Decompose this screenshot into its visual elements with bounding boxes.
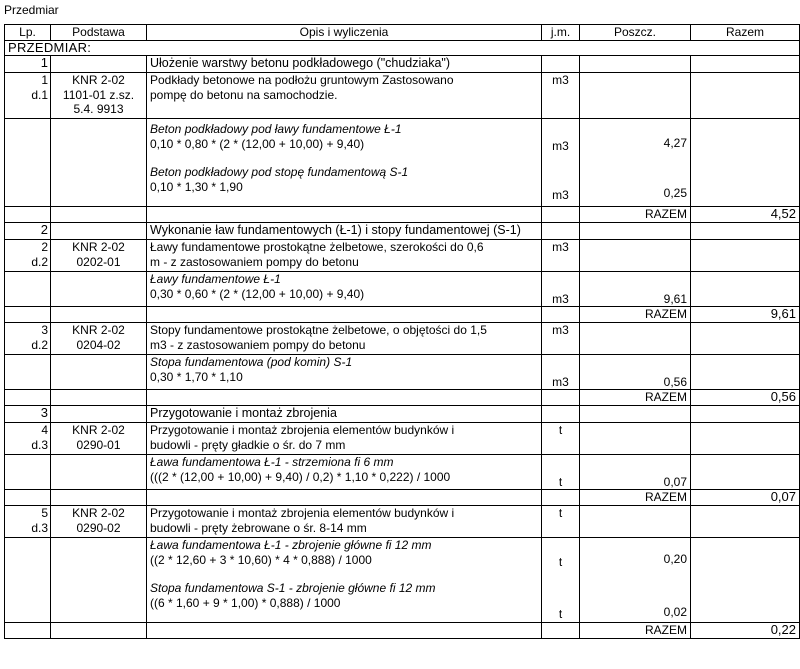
- section-row: [5, 56, 800, 73]
- razem-value: 4,52: [691, 207, 800, 223]
- calc-formula: ((6 * 1,60 + 9 * 1,00) * 0,888) / 1000: [150, 595, 341, 610]
- position-dzial: d.2: [31, 337, 48, 352]
- opis-line: m3 - z zastosowaniem pompy do betonu: [150, 337, 366, 352]
- razem-label: RAZEM: [580, 623, 691, 639]
- razem-row: [5, 623, 800, 639]
- calc-jm: m3: [552, 139, 569, 153]
- section-number: 2: [5, 223, 51, 240]
- calc-value: 0,25: [663, 185, 687, 200]
- position-lp: 1: [41, 73, 48, 87]
- opis-line: Przygotowanie i montaż zbrojenia elementów budynków i: [150, 423, 455, 437]
- podstawa-line: 0290-02: [76, 520, 121, 535]
- opis-line: m - z zastosowaniem pompy do betonu: [150, 254, 359, 269]
- calc-row: [5, 119, 800, 207]
- calc-jm: t: [542, 455, 580, 490]
- podstawa-line: 0290-01: [76, 437, 121, 452]
- header-podstawa: Podstawa: [51, 25, 147, 41]
- opis-line: Podkłady betonowe na podłożu gruntowym Zastosowano: [150, 73, 454, 87]
- calc-formula: 0,10 * 1,30 * 1,90: [150, 179, 243, 194]
- calc-row: [5, 538, 800, 623]
- calc-jm: m3: [552, 187, 569, 202]
- position-dzial: d.1: [31, 87, 48, 102]
- position-jm: m3: [542, 323, 580, 355]
- przedmiar-table: [4, 24, 800, 639]
- position-jm: m3: [542, 73, 580, 119]
- calc-jm: m3: [542, 355, 580, 390]
- razem-row: [5, 490, 800, 506]
- podstawa-line: 0202-01: [76, 254, 121, 269]
- calc-jm: t: [558, 606, 563, 621]
- header-poszcz: Poszcz.: [580, 25, 691, 41]
- razem-label: RAZEM: [580, 307, 691, 323]
- razem-label: RAZEM: [580, 490, 691, 506]
- calc-row: [5, 272, 800, 307]
- calc-label: Beton podkładowy pod stopę fundamentową S-1: [150, 165, 409, 179]
- section-row: [5, 406, 800, 423]
- calc-value: 0,56: [580, 355, 691, 390]
- header-jm: j.m.: [542, 25, 580, 41]
- podstawa-line: KNR 2-02: [72, 323, 125, 337]
- position-dzial: d.3: [31, 520, 48, 535]
- position-row: [5, 73, 800, 119]
- calc-formula: (((2 * (12,00 + 10,00) + 9,40) / 0,2) * 1,10 * 0,222) / 1000: [150, 469, 451, 484]
- razem-row: [5, 390, 800, 406]
- position-dzial: d.2: [31, 254, 48, 269]
- calc-value: 9,61: [580, 272, 691, 307]
- przedmiar-label: PRZEDMIAR:: [8, 40, 92, 55]
- razem-row: [5, 307, 800, 323]
- position-lp: 4: [41, 423, 48, 437]
- section-title: Wykonanie ław fundamentowych (Ł-1) i stopy fundamentowej (S-1): [147, 223, 542, 240]
- position-row: [5, 240, 800, 272]
- calc-formula: 0,10 * 0,80 * (2 * (12,00 + 10,00) + 9,40): [150, 136, 365, 151]
- section-title: Ułożenie warstwy betonu podkładowego ("chudziaka"): [147, 56, 542, 73]
- section-number: 1: [5, 56, 51, 73]
- position-row: [5, 423, 800, 455]
- podstawa-line: KNR 2-02: [72, 240, 125, 254]
- calc-formula: 0,30 * 1,70 * 1,10: [150, 369, 243, 384]
- podstawa-line: 0204-02: [76, 337, 121, 352]
- razem-row: [5, 207, 800, 223]
- podstawa-line: KNR 2-02: [72, 506, 125, 520]
- calc-row: [5, 355, 800, 390]
- calc-formula: 0,30 * 0,60 * (2 * (12,00 + 10,00) + 9,40): [150, 286, 365, 301]
- podstawa-line: KNR 2-02: [72, 423, 125, 437]
- calc-value: 0,20: [663, 552, 687, 566]
- header-opis: Opis i wyliczenia: [147, 25, 542, 41]
- position-row: [5, 506, 800, 538]
- przedmiar-label-row: [5, 41, 800, 56]
- position-jm: m3: [542, 240, 580, 272]
- calc-label: Stopa fundamentowa S-1 - zbrojenie główne fi 12 mm: [150, 581, 436, 595]
- calc-value: 0,02: [663, 604, 687, 619]
- calc-label: Stopa fundamentowa (pod komin) S-1: [150, 355, 353, 369]
- header-lp: Lp.: [5, 25, 51, 41]
- section-title: Przygotowanie i montaż zbrojenia: [147, 406, 542, 423]
- razem-value: 9,61: [691, 307, 800, 323]
- calc-value: 0,07: [580, 455, 691, 490]
- position-lp: 2: [41, 240, 48, 254]
- calc-label: Beton podkładowy pod ławy fundamentowe Ł-1: [150, 122, 402, 136]
- razem-label: RAZEM: [580, 390, 691, 406]
- opis-line: pompę do betonu na samochodzie.: [150, 87, 338, 102]
- document-title: Przedmiar: [4, 3, 59, 17]
- calc-label: Ława fundamentowa Ł-1 - zbrojenie główne fi 12 mm: [150, 538, 432, 552]
- header-row: [5, 25, 800, 41]
- podstawa-line: 5.4. 9913: [73, 102, 124, 116]
- position-lp: 3: [41, 323, 48, 337]
- position-dzial: d.3: [31, 437, 48, 452]
- razem-label: RAZEM: [580, 207, 691, 223]
- calc-value: 4,27: [663, 136, 687, 150]
- podstawa-line: 1101-01 z.sz.: [62, 87, 135, 102]
- position-jm: t: [542, 506, 580, 538]
- section-number: 3: [5, 406, 51, 423]
- razem-value: 0,56: [691, 390, 800, 406]
- calc-jm: m3: [542, 272, 580, 307]
- section-row: [5, 223, 800, 240]
- calc-jm: t: [558, 555, 563, 569]
- position-row: [5, 323, 800, 355]
- opis-line: budowli - pręty gładkie o śr. do 7 mm: [150, 437, 346, 452]
- calc-label: Ławy fundamentowe Ł-1: [150, 272, 281, 286]
- calc-row: [5, 455, 800, 490]
- header-razem: Razem: [691, 25, 800, 41]
- calc-formula: ((2 * 12,60 + 3 * 10,60) * 4 * 0,888) / 1000: [150, 552, 372, 567]
- razem-value: 0,07: [691, 490, 800, 506]
- podstawa-line: KNR 2-02: [72, 73, 125, 87]
- razem-value: 0,22: [691, 623, 800, 639]
- calc-label: Ława fundamentowa Ł-1 - strzemiona fi 6 mm: [150, 455, 394, 469]
- opis-line: Stopy fundamentowe prostokątne żelbetowe, o objętości do 1,5: [150, 323, 487, 337]
- position-lp: 5: [41, 506, 48, 520]
- opis-line: Ławy fundamentowe prostokątne żelbetowe, szerokości do 0,6: [150, 240, 484, 254]
- position-jm: t: [542, 423, 580, 455]
- opis-line: budowli - pręty żebrowane o śr. 8-14 mm: [150, 520, 367, 535]
- opis-line: Przygotowanie i montaż zbrojenia elementów budynków i: [150, 506, 455, 520]
